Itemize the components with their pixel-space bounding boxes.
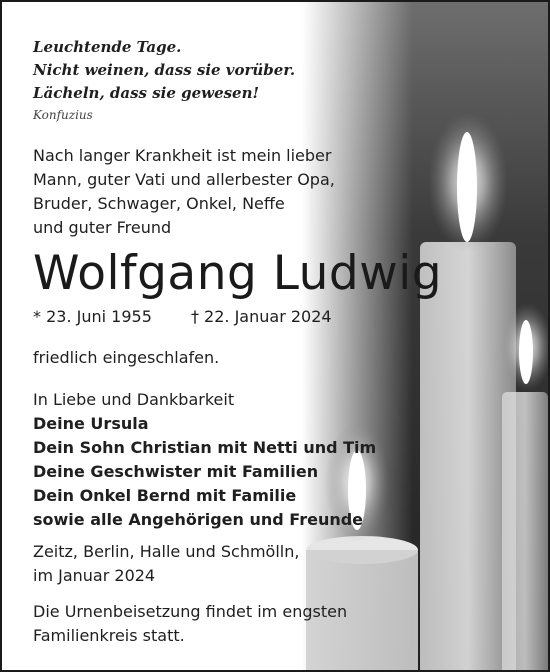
intro-line: Nach langer Krankheit ist mein lieber xyxy=(33,146,332,165)
quote-line: Lächeln, dass sie gewesen! xyxy=(33,84,260,102)
mourners-intro: In Liebe und Dankbarkeit xyxy=(33,390,235,409)
place-date xyxy=(33,540,299,588)
quote-line: Leuchtende Tage. xyxy=(33,38,182,56)
mourner-name: Dein Onkel Bernd mit Familie xyxy=(33,486,297,505)
place-line: im Januar 2024 xyxy=(33,566,156,585)
birth-date: * 23. Juni 1955 xyxy=(33,307,152,326)
intro-line: Mann, guter Vati und allerbester Opa, xyxy=(33,170,335,189)
burial-line: Die Urnenbeisetzung findet im engsten xyxy=(33,602,348,621)
mourner-name: Dein Sohn Christian mit Netti und Tim xyxy=(33,438,377,457)
intro-text xyxy=(33,144,335,240)
deceased-name: Wolfgang Ludwig xyxy=(33,246,443,301)
passed-text: friedlich eingeschlafen. xyxy=(33,348,220,367)
mourner-name: sowie alle Angehörigen und Freunde xyxy=(33,510,364,529)
mourners-block xyxy=(33,388,376,532)
mourner-name: Deine Ursula xyxy=(33,414,149,433)
death-date: † 22. Januar 2024 xyxy=(190,307,332,326)
quote xyxy=(33,36,295,105)
burial-note xyxy=(33,600,347,648)
quote-author: Konfuzius xyxy=(33,108,93,122)
life-dates xyxy=(33,307,332,326)
mourner-name: Deine Geschwister mit Familien xyxy=(33,462,319,481)
intro-line: und guter Freund xyxy=(33,218,172,237)
burial-line: Familienkreis statt. xyxy=(33,626,185,645)
place-line: Zeitz, Berlin, Halle und Schmölln, xyxy=(33,542,300,561)
intro-line: Bruder, Schwager, Onkel, Neffe xyxy=(33,194,285,213)
quote-line: Nicht weinen, dass sie vorüber. xyxy=(33,61,296,79)
